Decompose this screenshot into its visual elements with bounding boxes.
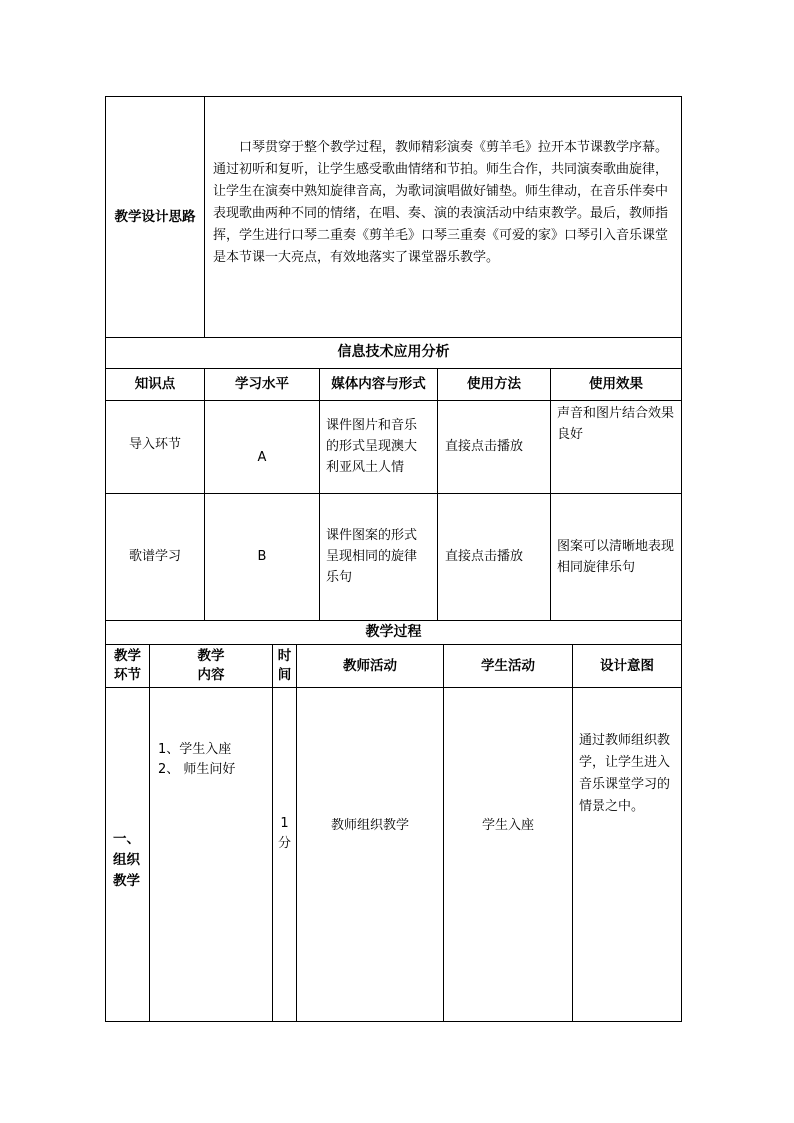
cell-media: 课件图案的形式呈现相同的旋律乐句	[320, 493, 438, 620]
cell-point: 导入环节	[106, 400, 205, 493]
lesson-plan-document	[105, 96, 681, 1022]
info-tech-header-row	[106, 368, 682, 400]
process-header-row	[106, 645, 682, 688]
cell-stage: 一、 组织 教学	[106, 688, 150, 1022]
process-title: 教学过程	[106, 621, 682, 645]
cell-intent: 通过教师组织教学，让学生进入音乐课堂学习的情景之中。	[573, 688, 682, 1022]
header-intent: 设计意图	[573, 645, 682, 688]
header-point: 知识点	[106, 368, 205, 400]
cell-method: 直接点击播放	[438, 400, 551, 493]
header-media: 媒体内容与形式	[320, 368, 438, 400]
cell-student: 学生入座	[444, 688, 573, 1022]
header-time: 时 间	[273, 645, 297, 688]
cell-time: 1 分	[273, 688, 297, 1022]
cell-content: 1、学生入座 2、 师生问好	[150, 688, 273, 1022]
cell-effect: 声音和图片结合效果良好	[551, 400, 682, 493]
cell-effect: 图案可以清晰地表现相同旋律乐句	[551, 493, 682, 620]
header-student: 学生活动	[444, 645, 573, 688]
table-row	[106, 400, 682, 493]
header-teacher: 教师活动	[297, 645, 444, 688]
cell-point: 歌谱学习	[106, 493, 205, 620]
cell-teacher: 教师组织教学	[297, 688, 444, 1022]
header-effect: 使用效果	[551, 368, 682, 400]
design-row	[106, 97, 682, 338]
cell-media: 课件图片和音乐的形式呈现澳大利亚风土人情	[320, 400, 438, 493]
table-row	[106, 493, 682, 620]
header-method: 使用方法	[438, 368, 551, 400]
process-table	[105, 621, 682, 1023]
design-table	[105, 96, 682, 338]
cell-method: 直接点击播放	[438, 493, 551, 620]
header-content: 教学 内容	[150, 645, 273, 688]
cell-level: B	[205, 493, 320, 620]
cell-level: A	[205, 400, 320, 493]
info-tech-title: 信息技术应用分析	[106, 338, 682, 368]
table-row	[106, 688, 682, 1022]
design-text: 口琴贯穿于整个教学过程，教师精彩演奏《剪羊毛》拉开本节课教学序幕。通过初听和复听，让学生感受歌曲情绪和节拍。师生合作，共同演奏歌曲旋律，让学生在演奏中熟知旋律音高，为歌词演唱做好铺垫。师生律动，在音乐伴奏中表现歌曲两种不同的情绪，在唱、奏、演的表演活动中结束教学。最后，教师指挥，学生进行口琴二重奏《剪羊毛》口琴三重奏《可爱的家》口琴引入音乐课堂是本节课一大亮点，有效地落实了课堂器乐教学。	[213, 140, 669, 265]
header-level: 学习水平	[205, 368, 320, 400]
info-tech-table	[105, 338, 682, 621]
design-label: 教学设计思路	[106, 97, 205, 338]
header-stage: 教学 环节	[106, 645, 150, 688]
